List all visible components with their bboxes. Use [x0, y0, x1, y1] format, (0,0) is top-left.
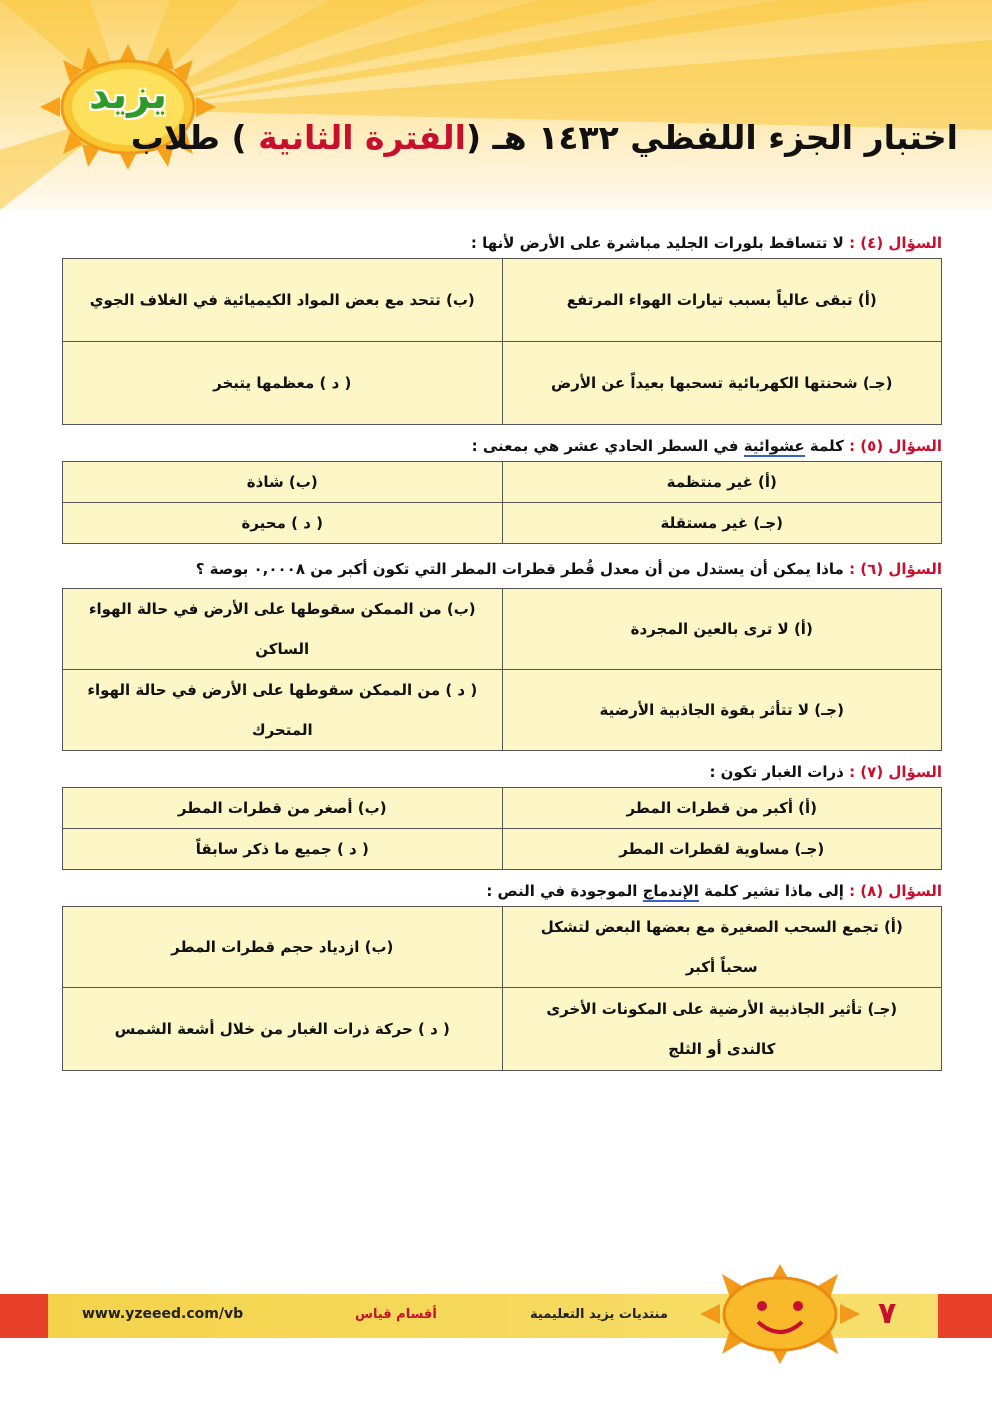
option-a[interactable]: (أ) أكبر من قطرات المطر	[502, 788, 942, 829]
option-a[interactable]: (أ) تبقى عالياً بسبب تيارات الهواء المرتفع	[502, 259, 942, 342]
option-c[interactable]: (جـ) غير مستقلة	[502, 503, 942, 544]
question-stem: إلى ماذا تشير كلمة	[698, 882, 850, 900]
title-highlight: الفترة الثانية	[258, 118, 466, 157]
question-stem: لا تتساقط بلورات الجليد مباشرة على الأرض لأنها :	[470, 234, 850, 252]
option-b[interactable]: (ب) ازدياد حجم قطرات المطر	[63, 907, 503, 988]
option-d[interactable]: ( د ) من الممكن سقوطها على الأرض في حالة الهواء المتحرك	[63, 670, 503, 751]
options-row	[63, 670, 942, 751]
question-4-text	[62, 228, 942, 258]
question-stem-end: الموجودة في النص :	[486, 882, 643, 900]
smiling-sun-icon	[700, 1264, 860, 1364]
option-b[interactable]: (ب) أصغر من قطرات المطر	[63, 788, 503, 829]
site-url-link[interactable]: www.yzeeed.com/vb	[82, 1306, 244, 1322]
option-b[interactable]: (ب) من الممكن سقوطها على الأرض في حالة الهواء الساكن	[63, 589, 503, 670]
question-5-text	[62, 431, 942, 461]
questions-area	[62, 228, 942, 1077]
footer-red-strip-left	[0, 1294, 48, 1338]
option-d[interactable]: ( د ) جميع ما ذكر سابقاً	[63, 829, 503, 870]
question-label: السؤال (٤) :	[849, 234, 942, 252]
option-c[interactable]: (جـ) مساوية لقطرات المطر	[502, 829, 942, 870]
options-row	[63, 829, 942, 870]
option-b[interactable]: (ب) تتحد مع بعض المواد الكيميائية في الغلاف الجوي	[63, 259, 503, 342]
question-label: السؤال (٨) :	[849, 882, 942, 900]
option-b[interactable]: (ب) شاذة	[63, 462, 503, 503]
options-row	[63, 788, 942, 829]
underlined-word: الإندماج	[642, 882, 699, 900]
question-label: السؤال (٧) :	[849, 763, 942, 781]
option-c[interactable]: (جـ) لا تتأثر بقوة الجاذبية الأرضية	[502, 670, 942, 751]
options-row	[63, 462, 942, 503]
question-8-options	[62, 906, 942, 1071]
options-row	[63, 259, 942, 342]
footer-red-strip-right	[938, 1294, 992, 1338]
title-part-2: ) طلاب	[130, 118, 259, 157]
options-row	[63, 589, 942, 670]
question-4-options	[62, 258, 942, 425]
question-stem: ذرات الغبار تكون :	[709, 763, 850, 781]
question-label: السؤال (٦) :	[849, 560, 942, 578]
question-7-text	[62, 757, 942, 787]
question-6-options	[62, 588, 942, 751]
page-footer	[0, 1290, 992, 1342]
logo-text: يزيد	[88, 72, 168, 118]
question-8-text	[62, 876, 942, 906]
option-d[interactable]: ( د ) معظمها يتبخر	[63, 342, 503, 425]
page-number: ٧	[878, 1296, 897, 1331]
option-a[interactable]: (أ) تجمع السحب الصغيرة مع بعضها البعض لتشكل سحباً أكبر	[502, 907, 942, 988]
option-c[interactable]: (جـ) تأثير الجاذبية الأرضية على المكونات الأخرى كالندى أو الثلج	[502, 988, 942, 1071]
page-title	[130, 118, 958, 157]
question-7-options	[62, 787, 942, 870]
section-label: أقسام قياس	[355, 1307, 437, 1322]
options-row	[63, 342, 942, 425]
option-c[interactable]: (جـ) شحنتها الكهربائية تسحبها بعيداً عن الأرض	[502, 342, 942, 425]
question-label: السؤال (٥) :	[849, 437, 942, 455]
question-stem-end: في السطر الحادي عشر هي بمعنى :	[471, 437, 744, 455]
question-stem: ماذا يمكن أن يستدل من أن معدل قُطر قطرات المطر التي تكون أكبر من ٠,٠٠٠٨ بوصة ؟	[195, 560, 850, 578]
question-5-options	[62, 461, 942, 544]
question-6-text	[62, 550, 942, 588]
options-row	[63, 907, 942, 988]
question-stem: كلمة	[804, 437, 850, 455]
page-header	[0, 0, 992, 210]
underlined-word: عشوائية	[743, 437, 805, 455]
options-row	[63, 988, 942, 1071]
option-d[interactable]: ( د ) حركة ذرات الغبار من خلال أشعة الشمس	[63, 988, 503, 1071]
title-part-1: اختبار الجزء اللفظي ١٤٣٢ هـ (	[465, 118, 958, 157]
option-a[interactable]: (أ) غير منتظمة	[502, 462, 942, 503]
option-d[interactable]: ( د ) محيرة	[63, 503, 503, 544]
option-a[interactable]: (أ) لا ترى بالعين المجردة	[502, 589, 942, 670]
options-row	[63, 503, 942, 544]
forum-name: منتديات يزيد التعليمية	[530, 1307, 668, 1322]
